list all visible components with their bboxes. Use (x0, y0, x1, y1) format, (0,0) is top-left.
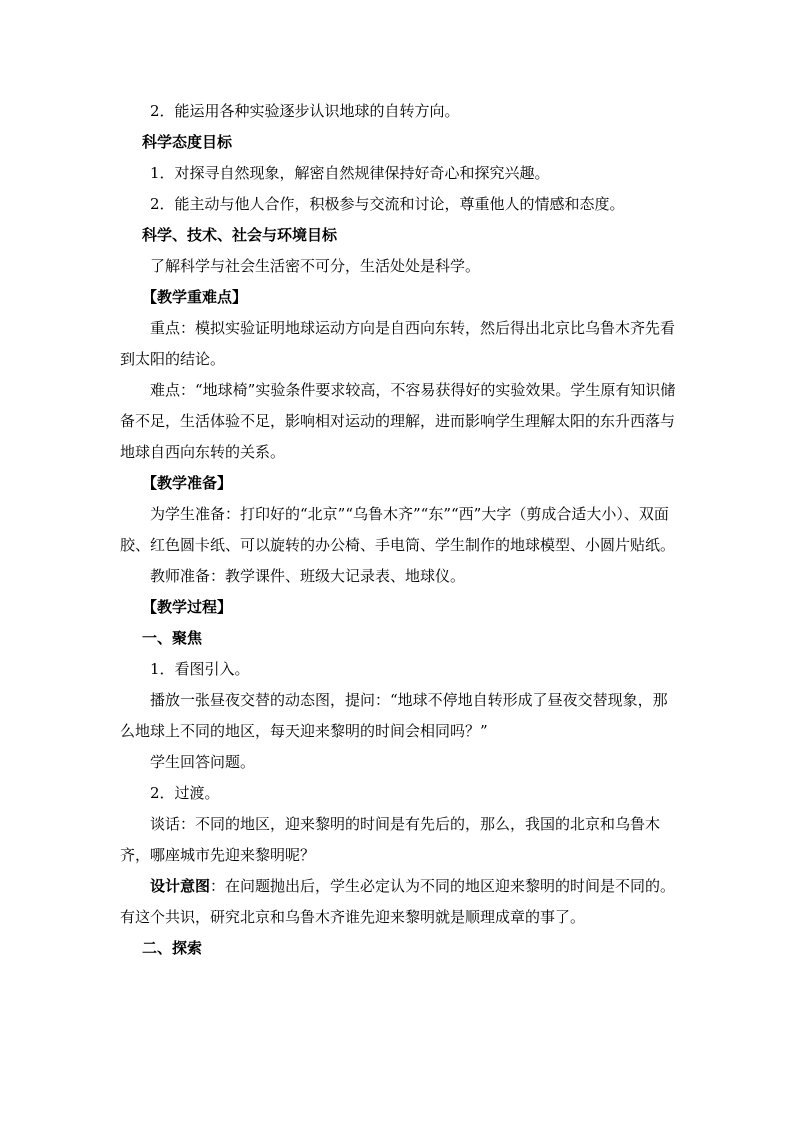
paragraph-step-2-text: 谈话：不同的地区，迎来黎明的时间是有先后的，那么，我国的北京和乌鲁木齐，哪座城市先迎来黎明呢？ (120, 815, 661, 864)
heading-sts-goals: 科学、技术、社会与环境目标 (142, 226, 338, 244)
paragraph-attitude-1: 1．对探寻自然现象，解密自然规律保持好奇心和探究兴趣。 (150, 164, 550, 182)
paragraph-step-1-text: 播放一张昼夜交替的动态图，提问：“地球不停地自转形成了昼夜交替现象，那么地球上不同的地区，每天迎来黎明的时间会相同吗？” (120, 691, 668, 740)
paragraph-step-2: 2．过渡。 (150, 784, 220, 802)
paragraph-prep-students: 为学生准备：打印好的“北京”“乌鲁木齐”“东”“西”大字（剪成合适大小）、双面胶、红色圆卡纸、可以旋转的办公椅、手电筒、学生制作的地球模型、小圆片贴纸。 (120, 505, 676, 554)
paragraph-prep-teacher: 教师准备：教学课件、班级大记录表、地球仪。 (150, 567, 466, 585)
paragraph-key-point: 重点：模拟实验证明地球运动方向是自西向东转，然后得出北京比乌鲁木齐先看到太阳的结论。 (120, 319, 676, 368)
paragraph-attitude-2: 2．能主动与他人合作，积极参与交流和讨论，尊重他人的情感和态度。 (150, 195, 625, 213)
paragraph-step-1: 1．看图引入。 (150, 660, 250, 678)
paragraph-design-intent (120, 871, 680, 933)
design-intent-label: 设计意图 (150, 877, 211, 895)
paragraph-skill-2: 2．能运用各种实验逐步认识地球的自转方向。 (150, 102, 460, 120)
paragraph-difficult-point: 难点：“地球椅”实验条件要求较高，不容易获得好的实验效果。学生原有知识储备不足，生活体验不足，影响相对运动的理解，进而影响学生理解太阳的东升西落与地球自西向东转的关系。 (120, 381, 676, 461)
heading-key-difficult: 【教学重难点】 (142, 288, 248, 306)
paragraph-sts: 了解科学与社会生活密不可分，生活处处是科学。 (150, 257, 481, 275)
heading-attitude-goals: 科学态度目标 (142, 133, 233, 151)
heading-explore: 二、探索 (142, 939, 203, 957)
document-page (120, 96, 680, 964)
heading-teaching-prep: 【教学准备】 (142, 474, 233, 492)
paragraph-step-1-answer: 学生回答问题。 (150, 753, 256, 771)
design-intent-text: ：在问题抛出后，学生必定认为不同的地区迎来黎明的时间是不同的。有这个共识，研究北京和乌鲁木齐谁先迎来黎明就是顺理成章的事了。 (120, 877, 676, 926)
heading-teaching-process: 【教学过程】 (142, 598, 233, 616)
heading-focus: 一、聚焦 (142, 629, 203, 647)
